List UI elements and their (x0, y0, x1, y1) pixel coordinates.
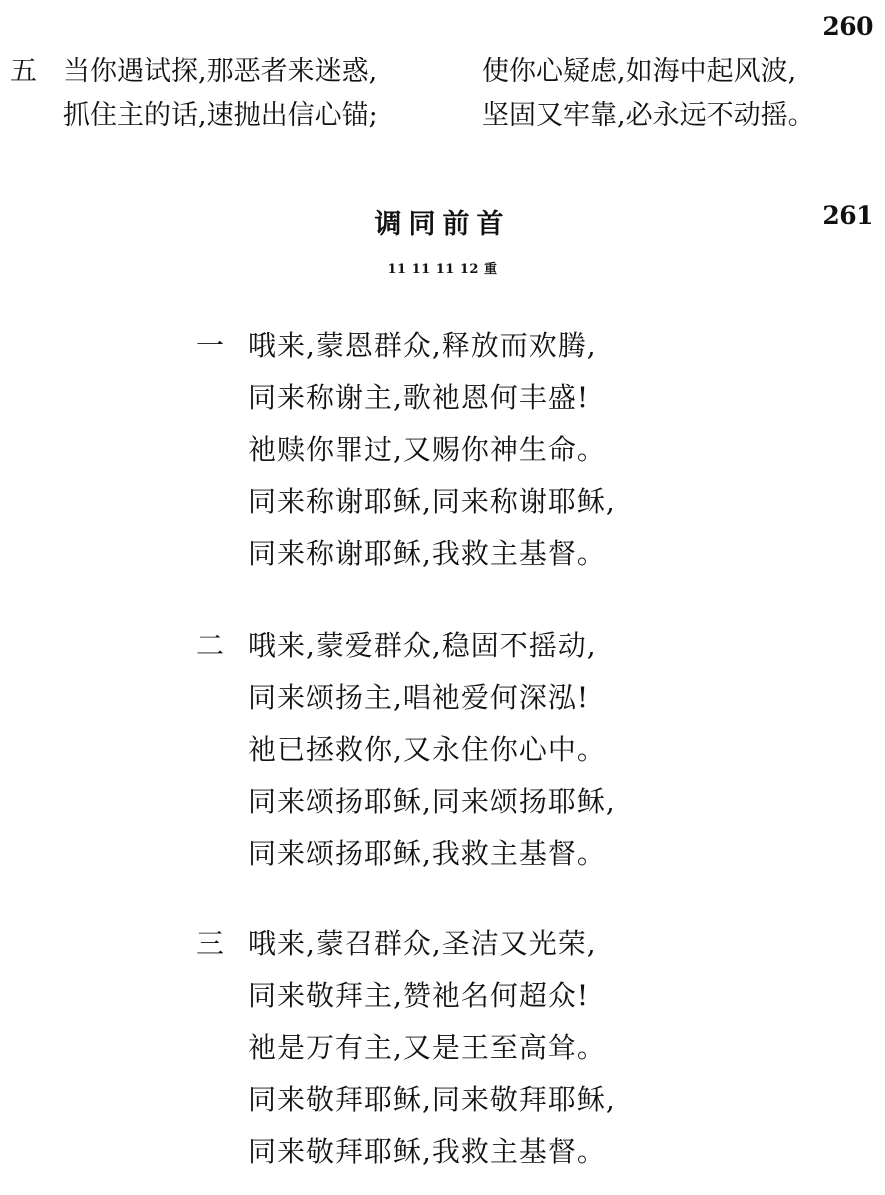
hymn-meter: 11 11 11 12 重 (387, 262, 498, 277)
previous-hymn-verse (0, 50, 885, 140)
verse-line: 当你遇试探,那恶者来迷惑, (63, 56, 378, 87)
verse-marker: 五 (10, 56, 37, 87)
verse-line: 哦来,蒙爱群众,稳固不摇动, (248, 629, 597, 662)
verse-line: 同来敬拜主,赞祂名何超众! (248, 979, 590, 1012)
page-number-261: 261 (822, 201, 873, 230)
verse-line: 同来称谢耶稣,同来称谢耶稣, (248, 485, 616, 518)
verse-line: 哦来,蒙恩群众,释放而欢腾, (248, 329, 597, 362)
verse-line: 同来称谢主,歌祂恩何丰盛! (248, 381, 590, 414)
verse-line: 抓住主的话,速抛出信心锚; (63, 100, 378, 131)
verse-marker: 二 (196, 629, 225, 662)
verse-line: 哦来,蒙召群众,圣洁又光荣, (248, 927, 597, 960)
verse-line: 使你心疑虑,如海中起风波, (482, 56, 797, 87)
hymn-title: 调同前首 (374, 209, 511, 240)
verse-line: 同来颂扬耶稣,我救主基督。 (248, 837, 606, 870)
verse-line: 同来颂扬主,唱祂爱何深泓! (248, 681, 590, 714)
verse-line: 同来敬拜耶稣,我救主基督。 (248, 1135, 606, 1168)
verse-line: 同来敬拜耶稣,同来敬拜耶稣, (248, 1083, 616, 1116)
page-number-260: 260 (822, 12, 873, 41)
verse-line: 同来颂扬耶稣,同来颂扬耶稣, (248, 785, 616, 818)
verse-line: 祂赎你罪过,又赐你神生命。 (248, 433, 606, 466)
verse-line: 祂是万有主,又是王至高耸。 (248, 1031, 606, 1064)
verse-marker: 一 (196, 329, 225, 362)
verse-line: 祂已拯救你,又永住你心中。 (248, 733, 606, 766)
verse-line: 坚固又牢靠,必永远不动摇。 (482, 100, 815, 131)
verse-line: 同来称谢耶稣,我救主基督。 (248, 537, 606, 570)
verse-marker: 三 (196, 927, 225, 960)
